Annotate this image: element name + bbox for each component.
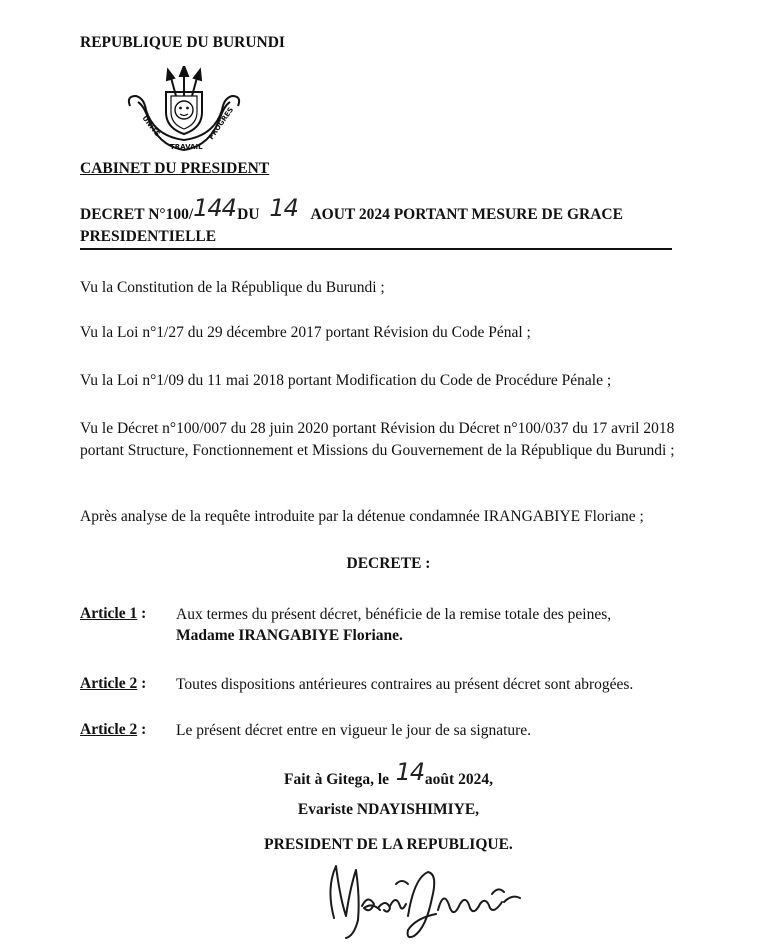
place-date-line: [0, 758, 777, 790]
article-label: [80, 675, 146, 693]
article-text: [176, 604, 670, 646]
country-name: REPUBLIQUE DU BURUNDI: [80, 34, 285, 51]
preamble-item: Vu la Loi n°1/27 du 29 décembre 2017 portant Révision du Code Pénal ;: [80, 324, 531, 341]
preamble-item: Vu le Décret n°100/007 du 28 juin 2020 portant Révision du Décret n°100/037 du 17 avril 2018 portant Structure, Fonctionnement et Missions du Gouvernement de la République du Burundi ;: [80, 420, 675, 459]
decree-du: DU: [237, 206, 260, 223]
article-body: Toutes dispositions antérieures contraires au présent décret sont abrogées.: [176, 676, 634, 693]
date-day-handwritten: 14: [395, 758, 425, 786]
preamble-item: Après analyse de la requête introduite par la détenue condamnée IRANGABIYE Floriane ;: [80, 508, 644, 525]
svg-text:PROGRES: PROGRES: [207, 105, 236, 142]
title-divider: [80, 248, 672, 250]
decree-number-handwritten: 144: [193, 194, 236, 222]
decree-prefix: DECRET N°100/: [80, 206, 194, 223]
signatory-name: Evariste NDAYISHIMIYE,: [297, 801, 480, 818]
article-number: Article 2: [80, 675, 138, 692]
decree-day-handwritten: 14: [269, 194, 298, 222]
decrete-heading: DECRETE :: [346, 555, 431, 572]
place-prefix: Fait à Gitega, le: [284, 771, 390, 788]
decree-title: [80, 194, 680, 248]
svg-text:TRAVAIL: TRAVAIL: [170, 143, 203, 151]
article-body: Le présent décret entre en vigueur le jour de sa signature.: [176, 722, 532, 739]
svg-text:UNITE: UNITE: [140, 114, 162, 138]
article-body: Aux termes du présent décret, bénéficie de la remise totale des peines,: [176, 606, 612, 623]
article-label: [80, 605, 146, 623]
preamble-item: Vu la Loi n°1/09 du 11 mai 2018 portant Modification du Code de Procédure Pénale ;: [80, 372, 612, 389]
beneficiary-name: Madame IRANGABIYE Floriane.: [176, 627, 403, 644]
article-number: Article 2: [80, 721, 138, 738]
date-rest: août 2024,: [424, 771, 493, 788]
article-colon: :: [137, 605, 147, 622]
decree-title-rest: AOUT 2024 PORTANT MESURE DE GRACE: [310, 206, 623, 223]
preamble-item: Vu la Constitution de la République du Burundi ;: [80, 279, 385, 296]
cabinet-title: CABINET DU PRESIDENT: [80, 160, 270, 177]
signatory-office: PRESIDENT DE LA REPUBLIQUE.: [264, 836, 513, 853]
article-colon: :: [137, 721, 147, 738]
decree-title-line2: PRESIDENTIELLE: [80, 228, 217, 245]
article-number: Article 1: [80, 605, 138, 622]
signature-mark: [316, 858, 536, 944]
coat-of-arms-emblem: [124, 66, 244, 158]
article-label: [80, 721, 146, 739]
article-colon: :: [137, 675, 147, 692]
